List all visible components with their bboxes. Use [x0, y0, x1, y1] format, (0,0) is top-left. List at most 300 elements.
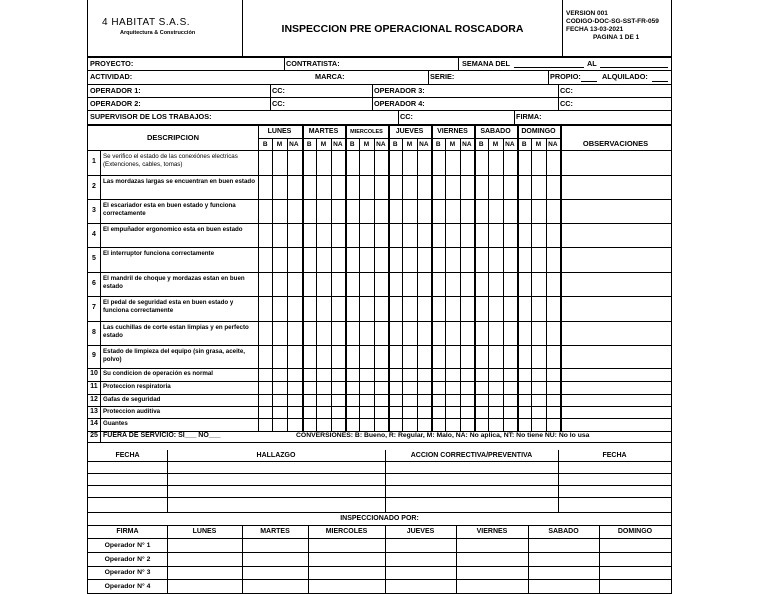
check-cell[interactable] [332, 273, 345, 296]
signature-cell[interactable] [309, 539, 384, 552]
check-cell[interactable] [547, 395, 560, 406]
check-cell[interactable] [273, 176, 286, 199]
check-cell[interactable] [303, 224, 316, 247]
check-cell[interactable] [375, 407, 388, 418]
check-cell[interactable] [273, 248, 286, 272]
findings-cell[interactable] [89, 474, 166, 485]
check-cell[interactable] [489, 419, 502, 431]
findings-cell[interactable] [89, 486, 166, 497]
check-cell[interactable] [446, 382, 459, 394]
check-cell[interactable] [288, 346, 301, 368]
check-cell[interactable] [446, 419, 459, 431]
observation-cell[interactable] [562, 369, 671, 381]
check-cell[interactable] [418, 407, 431, 418]
check-cell[interactable] [418, 224, 431, 247]
check-cell[interactable] [432, 322, 445, 345]
check-cell[interactable] [504, 322, 517, 345]
check-cell[interactable] [375, 419, 388, 431]
check-cell[interactable] [332, 395, 345, 406]
check-cell[interactable] [446, 346, 459, 368]
check-cell[interactable] [288, 382, 301, 394]
check-cell[interactable] [547, 224, 560, 247]
check-cell[interactable] [489, 395, 502, 406]
check-cell[interactable] [547, 273, 560, 296]
findings-cell[interactable] [559, 486, 670, 497]
check-cell[interactable] [547, 297, 560, 321]
check-cell[interactable] [489, 224, 502, 247]
check-cell[interactable] [273, 407, 286, 418]
check-cell[interactable] [332, 382, 345, 394]
check-cell[interactable] [489, 322, 502, 345]
check-cell[interactable] [518, 248, 531, 272]
check-cell[interactable] [446, 151, 459, 175]
check-cell[interactable] [475, 224, 488, 247]
check-cell[interactable] [288, 297, 301, 321]
check-cell[interactable] [273, 200, 286, 223]
observation-cell[interactable] [562, 407, 671, 418]
signature-cell[interactable] [309, 580, 384, 593]
check-cell[interactable] [259, 200, 272, 223]
signature-cell[interactable] [168, 580, 241, 593]
check-cell[interactable] [446, 200, 459, 223]
observation-cell[interactable] [562, 297, 671, 321]
check-cell[interactable] [532, 224, 545, 247]
findings-cell[interactable] [386, 486, 557, 497]
check-cell[interactable] [475, 346, 488, 368]
check-cell[interactable] [360, 151, 373, 175]
check-cell[interactable] [288, 419, 301, 431]
check-cell[interactable] [259, 382, 272, 394]
check-cell[interactable] [303, 200, 316, 223]
signature-cell[interactable] [600, 553, 670, 566]
check-cell[interactable] [461, 224, 474, 247]
check-cell[interactable] [504, 407, 517, 418]
check-cell[interactable] [403, 322, 416, 345]
check-cell[interactable] [303, 151, 316, 175]
check-cell[interactable] [504, 248, 517, 272]
check-cell[interactable] [489, 176, 502, 199]
check-cell[interactable] [389, 297, 402, 321]
check-cell[interactable] [346, 395, 359, 406]
check-cell[interactable] [418, 419, 431, 431]
check-cell[interactable] [518, 419, 531, 431]
check-cell[interactable] [273, 151, 286, 175]
check-cell[interactable] [403, 346, 416, 368]
check-cell[interactable] [360, 200, 373, 223]
check-cell[interactable] [389, 248, 402, 272]
check-cell[interactable] [547, 322, 560, 345]
check-cell[interactable] [461, 346, 474, 368]
check-cell[interactable] [375, 322, 388, 345]
check-cell[interactable] [332, 346, 345, 368]
check-cell[interactable] [547, 382, 560, 394]
signature-cell[interactable] [457, 580, 527, 593]
check-cell[interactable] [317, 224, 330, 247]
findings-cell[interactable] [559, 462, 670, 473]
check-cell[interactable] [403, 224, 416, 247]
signature-cell[interactable] [386, 567, 455, 579]
signature-cell[interactable] [243, 553, 307, 566]
check-cell[interactable] [532, 419, 545, 431]
check-cell[interactable] [259, 297, 272, 321]
findings-cell[interactable] [168, 498, 384, 512]
check-cell[interactable] [273, 297, 286, 321]
check-cell[interactable] [475, 395, 488, 406]
check-cell[interactable] [504, 200, 517, 223]
observation-cell[interactable] [562, 346, 671, 368]
findings-cell[interactable] [386, 462, 557, 473]
check-cell[interactable] [375, 369, 388, 381]
check-cell[interactable] [418, 176, 431, 199]
check-cell[interactable] [375, 297, 388, 321]
findings-cell[interactable] [168, 486, 384, 497]
check-cell[interactable] [518, 176, 531, 199]
check-cell[interactable] [446, 369, 459, 381]
check-cell[interactable] [432, 419, 445, 431]
check-cell[interactable] [288, 200, 301, 223]
check-cell[interactable] [418, 382, 431, 394]
check-cell[interactable] [461, 151, 474, 175]
check-cell[interactable] [360, 407, 373, 418]
signature-cell[interactable] [309, 553, 384, 566]
check-cell[interactable] [532, 322, 545, 345]
check-cell[interactable] [403, 200, 416, 223]
signature-cell[interactable] [243, 580, 307, 593]
check-cell[interactable] [346, 151, 359, 175]
check-cell[interactable] [375, 151, 388, 175]
check-cell[interactable] [532, 346, 545, 368]
check-cell[interactable] [489, 200, 502, 223]
observation-cell[interactable] [562, 322, 671, 345]
signature-cell[interactable] [457, 553, 527, 566]
check-cell[interactable] [418, 151, 431, 175]
findings-cell[interactable] [168, 474, 384, 485]
check-cell[interactable] [389, 176, 402, 199]
check-cell[interactable] [360, 322, 373, 345]
check-cell[interactable] [303, 395, 316, 406]
check-cell[interactable] [360, 419, 373, 431]
check-cell[interactable] [547, 151, 560, 175]
check-cell[interactable] [418, 395, 431, 406]
findings-cell[interactable] [559, 498, 670, 512]
check-cell[interactable] [332, 407, 345, 418]
check-cell[interactable] [332, 200, 345, 223]
check-cell[interactable] [303, 369, 316, 381]
check-cell[interactable] [288, 151, 301, 175]
check-cell[interactable] [317, 297, 330, 321]
check-cell[interactable] [432, 248, 445, 272]
check-cell[interactable] [332, 248, 345, 272]
check-cell[interactable] [259, 419, 272, 431]
check-cell[interactable] [346, 382, 359, 394]
check-cell[interactable] [475, 419, 488, 431]
check-cell[interactable] [518, 395, 531, 406]
check-cell[interactable] [489, 151, 502, 175]
check-cell[interactable] [461, 369, 474, 381]
check-cell[interactable] [389, 151, 402, 175]
check-cell[interactable] [317, 346, 330, 368]
check-cell[interactable] [547, 200, 560, 223]
signature-cell[interactable] [457, 567, 527, 579]
check-cell[interactable] [288, 322, 301, 345]
check-cell[interactable] [489, 297, 502, 321]
check-cell[interactable] [273, 224, 286, 247]
check-cell[interactable] [504, 419, 517, 431]
check-cell[interactable] [532, 273, 545, 296]
check-cell[interactable] [389, 419, 402, 431]
check-cell[interactable] [432, 200, 445, 223]
check-cell[interactable] [432, 346, 445, 368]
check-cell[interactable] [403, 248, 416, 272]
check-cell[interactable] [389, 407, 402, 418]
check-cell[interactable] [475, 407, 488, 418]
check-cell[interactable] [360, 346, 373, 368]
check-cell[interactable] [446, 322, 459, 345]
check-cell[interactable] [461, 273, 474, 296]
check-cell[interactable] [360, 224, 373, 247]
check-cell[interactable] [418, 273, 431, 296]
check-cell[interactable] [317, 369, 330, 381]
signature-cell[interactable] [309, 567, 384, 579]
check-cell[interactable] [259, 176, 272, 199]
check-cell[interactable] [461, 248, 474, 272]
check-cell[interactable] [303, 407, 316, 418]
check-cell[interactable] [303, 322, 316, 345]
observation-cell[interactable] [562, 151, 671, 175]
check-cell[interactable] [317, 395, 330, 406]
check-cell[interactable] [504, 297, 517, 321]
check-cell[interactable] [259, 407, 272, 418]
check-cell[interactable] [360, 176, 373, 199]
check-cell[interactable] [259, 369, 272, 381]
check-cell[interactable] [446, 248, 459, 272]
check-cell[interactable] [547, 369, 560, 381]
findings-cell[interactable] [559, 474, 670, 485]
check-cell[interactable] [446, 224, 459, 247]
check-cell[interactable] [403, 382, 416, 394]
check-cell[interactable] [303, 419, 316, 431]
check-cell[interactable] [461, 395, 474, 406]
check-cell[interactable] [360, 395, 373, 406]
check-cell[interactable] [346, 224, 359, 247]
check-cell[interactable] [360, 248, 373, 272]
check-cell[interactable] [317, 176, 330, 199]
check-cell[interactable] [489, 248, 502, 272]
check-cell[interactable] [303, 273, 316, 296]
check-cell[interactable] [303, 176, 316, 199]
check-cell[interactable] [432, 297, 445, 321]
findings-cell[interactable] [89, 462, 166, 473]
check-cell[interactable] [475, 297, 488, 321]
check-cell[interactable] [375, 346, 388, 368]
check-cell[interactable] [532, 248, 545, 272]
check-cell[interactable] [432, 369, 445, 381]
signature-cell[interactable] [386, 539, 455, 552]
check-cell[interactable] [288, 369, 301, 381]
check-cell[interactable] [389, 346, 402, 368]
check-cell[interactable] [375, 224, 388, 247]
check-cell[interactable] [346, 176, 359, 199]
check-cell[interactable] [317, 273, 330, 296]
observation-cell[interactable] [562, 248, 671, 272]
check-cell[interactable] [504, 151, 517, 175]
check-cell[interactable] [303, 382, 316, 394]
check-cell[interactable] [418, 346, 431, 368]
check-cell[interactable] [360, 369, 373, 381]
check-cell[interactable] [317, 322, 330, 345]
check-cell[interactable] [259, 273, 272, 296]
check-cell[interactable] [403, 369, 416, 381]
check-cell[interactable] [303, 248, 316, 272]
signature-cell[interactable] [529, 539, 598, 552]
check-cell[interactable] [273, 346, 286, 368]
check-cell[interactable] [475, 322, 488, 345]
check-cell[interactable] [317, 200, 330, 223]
check-cell[interactable] [259, 346, 272, 368]
check-cell[interactable] [461, 297, 474, 321]
check-cell[interactable] [273, 382, 286, 394]
check-cell[interactable] [547, 407, 560, 418]
check-cell[interactable] [432, 151, 445, 175]
check-cell[interactable] [346, 346, 359, 368]
check-cell[interactable] [504, 273, 517, 296]
check-cell[interactable] [332, 176, 345, 199]
check-cell[interactable] [403, 297, 416, 321]
check-cell[interactable] [403, 395, 416, 406]
check-cell[interactable] [403, 273, 416, 296]
check-cell[interactable] [332, 369, 345, 381]
check-cell[interactable] [461, 419, 474, 431]
check-cell[interactable] [346, 322, 359, 345]
check-cell[interactable] [547, 248, 560, 272]
check-cell[interactable] [518, 151, 531, 175]
check-cell[interactable] [360, 273, 373, 296]
check-cell[interactable] [504, 382, 517, 394]
check-cell[interactable] [375, 176, 388, 199]
signature-cell[interactable] [243, 567, 307, 579]
check-cell[interactable] [432, 273, 445, 296]
check-cell[interactable] [461, 200, 474, 223]
check-cell[interactable] [317, 151, 330, 175]
check-cell[interactable] [518, 407, 531, 418]
check-cell[interactable] [432, 224, 445, 247]
check-cell[interactable] [346, 407, 359, 418]
signature-cell[interactable] [600, 539, 670, 552]
signature-cell[interactable] [168, 567, 241, 579]
check-cell[interactable] [259, 224, 272, 247]
check-cell[interactable] [418, 297, 431, 321]
check-cell[interactable] [259, 248, 272, 272]
check-cell[interactable] [346, 273, 359, 296]
check-cell[interactable] [332, 419, 345, 431]
check-cell[interactable] [418, 248, 431, 272]
check-cell[interactable] [332, 297, 345, 321]
signature-cell[interactable] [529, 553, 598, 566]
check-cell[interactable] [259, 395, 272, 406]
check-cell[interactable] [389, 200, 402, 223]
check-cell[interactable] [288, 248, 301, 272]
observation-cell[interactable] [562, 395, 671, 406]
check-cell[interactable] [375, 382, 388, 394]
check-cell[interactable] [259, 322, 272, 345]
check-cell[interactable] [389, 322, 402, 345]
check-cell[interactable] [518, 382, 531, 394]
check-cell[interactable] [504, 395, 517, 406]
check-cell[interactable] [547, 419, 560, 431]
signature-cell[interactable] [168, 553, 241, 566]
findings-cell[interactable] [168, 462, 384, 473]
check-cell[interactable] [375, 273, 388, 296]
signature-cell[interactable] [600, 567, 670, 579]
check-cell[interactable] [489, 407, 502, 418]
check-cell[interactable] [547, 346, 560, 368]
check-cell[interactable] [432, 407, 445, 418]
check-cell[interactable] [273, 273, 286, 296]
check-cell[interactable] [504, 224, 517, 247]
check-cell[interactable] [346, 369, 359, 381]
check-cell[interactable] [389, 224, 402, 247]
check-cell[interactable] [475, 176, 488, 199]
check-cell[interactable] [288, 407, 301, 418]
check-cell[interactable] [403, 419, 416, 431]
signature-cell[interactable] [600, 580, 670, 593]
check-cell[interactable] [317, 407, 330, 418]
observation-cell[interactable] [562, 273, 671, 296]
check-cell[interactable] [432, 395, 445, 406]
check-cell[interactable] [518, 369, 531, 381]
observation-cell[interactable] [562, 176, 671, 199]
check-cell[interactable] [532, 407, 545, 418]
check-cell[interactable] [389, 369, 402, 381]
check-cell[interactable] [532, 176, 545, 199]
check-cell[interactable] [446, 176, 459, 199]
check-cell[interactable] [518, 297, 531, 321]
check-cell[interactable] [532, 369, 545, 381]
check-cell[interactable] [418, 200, 431, 223]
check-cell[interactable] [532, 151, 545, 175]
signature-cell[interactable] [243, 539, 307, 552]
check-cell[interactable] [504, 369, 517, 381]
check-cell[interactable] [547, 176, 560, 199]
check-cell[interactable] [532, 395, 545, 406]
check-cell[interactable] [446, 395, 459, 406]
check-cell[interactable] [360, 297, 373, 321]
check-cell[interactable] [332, 224, 345, 247]
check-cell[interactable] [389, 382, 402, 394]
check-cell[interactable] [375, 248, 388, 272]
check-cell[interactable] [418, 369, 431, 381]
check-cell[interactable] [273, 395, 286, 406]
check-cell[interactable] [446, 297, 459, 321]
check-cell[interactable] [375, 200, 388, 223]
check-cell[interactable] [273, 369, 286, 381]
check-cell[interactable] [389, 273, 402, 296]
signature-cell[interactable] [529, 567, 598, 579]
check-cell[interactable] [475, 248, 488, 272]
check-cell[interactable] [461, 407, 474, 418]
check-cell[interactable] [518, 200, 531, 223]
check-cell[interactable] [403, 407, 416, 418]
check-cell[interactable] [403, 151, 416, 175]
observation-cell[interactable] [562, 419, 671, 431]
check-cell[interactable] [532, 382, 545, 394]
check-cell[interactable] [346, 248, 359, 272]
check-cell[interactable] [288, 176, 301, 199]
check-cell[interactable] [461, 382, 474, 394]
check-cell[interactable] [532, 200, 545, 223]
check-cell[interactable] [518, 224, 531, 247]
findings-cell[interactable] [89, 498, 166, 512]
